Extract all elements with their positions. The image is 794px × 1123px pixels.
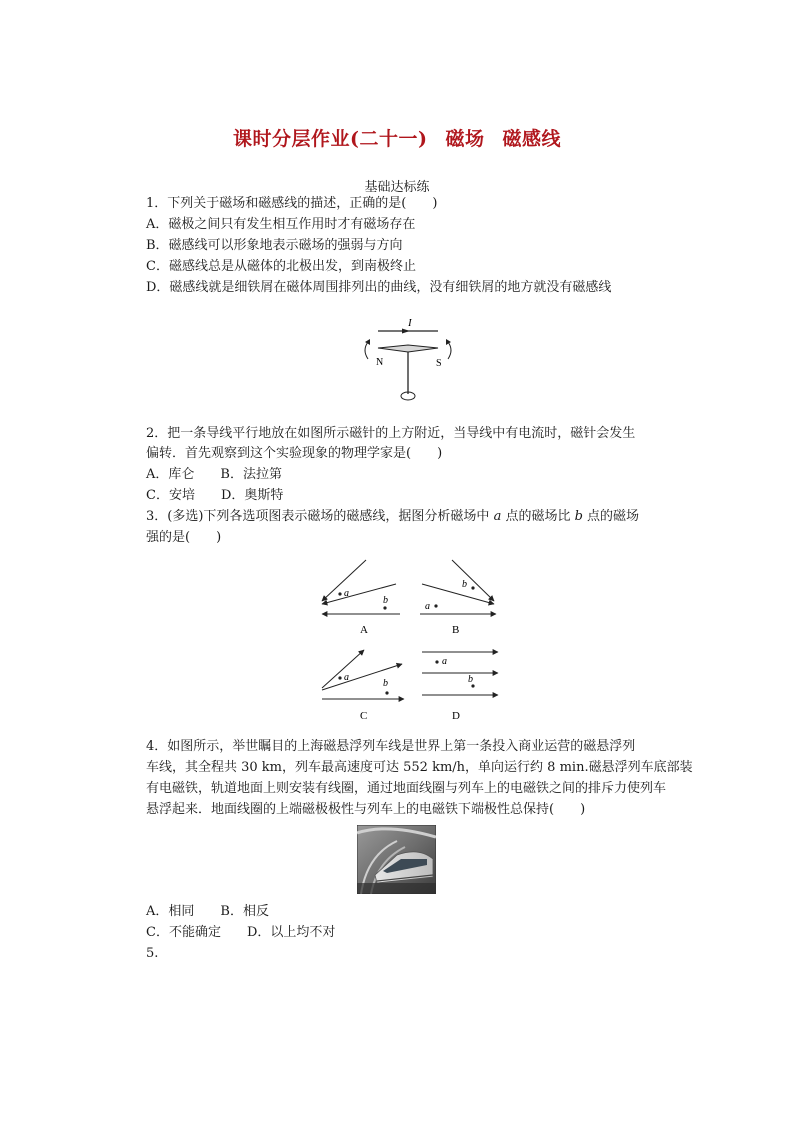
title-topic-2: 磁感线 bbox=[502, 128, 561, 150]
q2-options-row-2: C．安培 D．奥斯特 bbox=[146, 488, 284, 503]
current-arrow bbox=[402, 329, 410, 334]
q3-stem-line-2: 强的是( ) bbox=[146, 530, 222, 545]
figure-a bbox=[322, 560, 400, 636]
point-a-dot bbox=[338, 676, 341, 679]
q3-stem-line-1 bbox=[146, 507, 639, 526]
q5-number: 5. bbox=[146, 946, 159, 961]
point-a-dot bbox=[338, 592, 341, 595]
south-label: S bbox=[436, 358, 442, 369]
figure-d bbox=[422, 652, 498, 722]
q4-options-row-2: C．不能确定 D．以上均不对 bbox=[146, 925, 336, 940]
point-b-label: b bbox=[383, 595, 388, 606]
point-a-dot bbox=[435, 660, 438, 663]
q3-point-b: b bbox=[574, 509, 583, 524]
current-label: I bbox=[408, 317, 412, 329]
q4-stem-line-3: 有电磁铁，轨道地面上则安装有线圈，通过地面线圈与列车上的电磁铁之间的排斥力使列车 bbox=[146, 781, 667, 796]
figure-label-a: A bbox=[360, 624, 368, 636]
point-b-label: b bbox=[383, 678, 388, 689]
field-line bbox=[322, 650, 364, 688]
point-b-label: b bbox=[462, 579, 467, 590]
point-b-dot bbox=[383, 606, 386, 609]
title-topic-1: 磁场 bbox=[445, 128, 485, 150]
north-label: N bbox=[376, 357, 384, 368]
section-heading: 基础达标练 bbox=[364, 180, 430, 195]
rotation-arrow-right bbox=[448, 342, 451, 359]
point-a-label: a bbox=[425, 601, 430, 612]
q1-option-b: B．磁感线可以形象地表示磁场的强弱与方向 bbox=[146, 238, 403, 253]
q1-option-d: D．磁感线就是细铁屑在磁体周围排列出的曲线，没有细铁屑的地方就没有磁感线 bbox=[146, 280, 612, 295]
rotation-arrowhead-right bbox=[446, 339, 451, 345]
point-a-label: a bbox=[344, 588, 349, 599]
field-line bbox=[422, 584, 494, 604]
point-b-label: b bbox=[468, 674, 473, 685]
rotation-arrow-left bbox=[365, 342, 368, 359]
maglev-train-photo bbox=[357, 825, 436, 894]
q3-field-lines-figure bbox=[314, 556, 504, 726]
q3-stem-part-1: 3．(多选)下列各选项图表示磁场的磁感线，据图分析磁场中 bbox=[146, 509, 494, 524]
q1-option-a: A．磁极之间只有发生相互作用时才有磁场存在 bbox=[146, 217, 416, 232]
rotation-arrowhead-left bbox=[365, 339, 370, 345]
q2-compass-figure bbox=[352, 312, 462, 408]
q4-options-row-1: A．相同 B．相反 bbox=[146, 904, 269, 919]
compass-needle bbox=[378, 345, 438, 352]
q3-stem-part-2: 点的磁场比 bbox=[501, 509, 575, 524]
figure-label-b: B bbox=[452, 624, 460, 636]
figure-label-d: D bbox=[452, 710, 460, 722]
q4-stem-line-2: 车线，其全程共 30 km，列车最高速度可达 552 km/h，单向运行约 8 min.磁悬浮列车底部装 bbox=[146, 760, 693, 775]
q3-point-a: a bbox=[493, 509, 502, 524]
point-b-dot bbox=[471, 586, 474, 589]
q1-stem: 1．下列关于磁场和磁感线的描述，正确的是( ) bbox=[146, 196, 438, 211]
q2-options-row-1: A．库仑 B．法拉第 bbox=[146, 467, 282, 482]
q3-stem-part-3: 点的磁场 bbox=[582, 509, 640, 524]
point-a-label: a bbox=[344, 672, 349, 683]
point-a-label: a bbox=[442, 656, 447, 667]
q4-stem-line-4: 悬浮起来．地面线圈的上端磁极极性与列车上的电磁铁下端极性总保持( ) bbox=[146, 802, 586, 817]
figure-c bbox=[322, 650, 404, 722]
title-main: 课时分层作业(二十一) bbox=[232, 128, 428, 150]
q2-stem-line-1: 2．把一条导线平行地放在如图所示磁针的上方附近，当导线中有电流时，磁针会发生 bbox=[146, 426, 636, 441]
point-a-dot bbox=[434, 604, 437, 607]
point-b-dot bbox=[385, 691, 388, 694]
figure-label-c: C bbox=[360, 710, 368, 722]
field-line bbox=[452, 560, 494, 601]
page-title bbox=[0, 124, 794, 151]
q4-stem-line-1: 4．如图所示，举世瞩目的上海磁悬浮列车线是世界上第一条投入商业运营的磁悬浮列 bbox=[146, 739, 636, 754]
figure-b bbox=[420, 560, 496, 636]
q2-stem-line-2: 偏转．首先观察到这个实验现象的物理学家是( ) bbox=[146, 446, 443, 461]
q1-option-c: C．磁感线总是从磁体的北极出发，到南极终止 bbox=[146, 259, 416, 274]
